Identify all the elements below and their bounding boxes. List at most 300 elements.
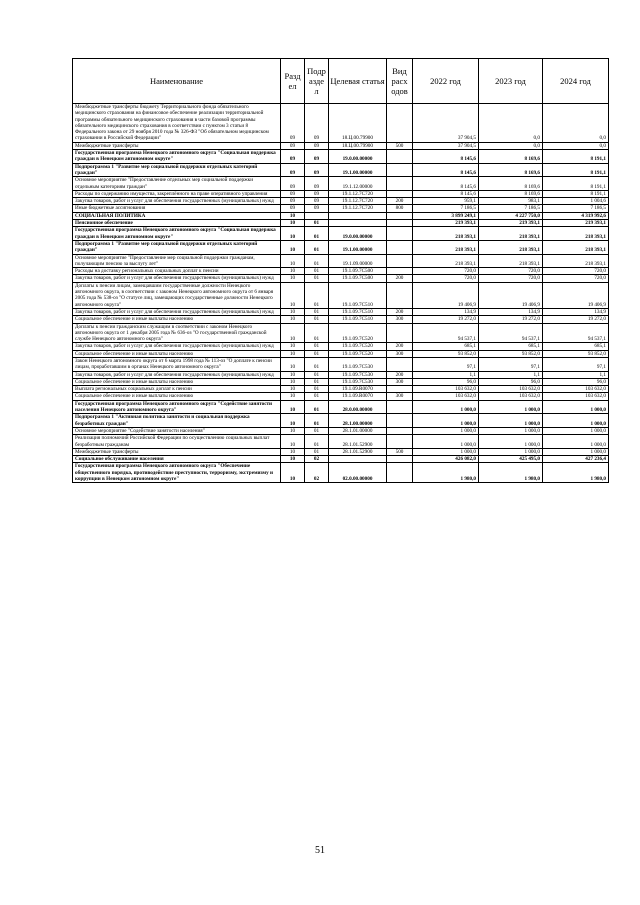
table-row — [73, 240, 609, 254]
row-razdel: 10 — [281, 212, 305, 219]
row-podrazdel: 01 — [305, 400, 329, 414]
row-2024: 1 004,6 — [543, 198, 609, 205]
row-razdel: 10 — [281, 400, 305, 414]
row-2024: 8 191,1 — [543, 177, 609, 191]
row-2024: 1 000,0 — [543, 435, 609, 449]
row-2024: 720,0 — [543, 268, 609, 275]
row-name: Основное мероприятие "Содействие занятости населения" — [73, 427, 281, 434]
row-vid: 500 — [387, 142, 413, 149]
row-vid — [387, 240, 413, 254]
row-2022: 8 145,6 — [413, 190, 479, 197]
row-2024: 219 393,1 — [543, 220, 609, 227]
row-vid: 200 — [387, 371, 413, 378]
row-2023: 685,1 — [479, 343, 543, 350]
table-row — [73, 435, 609, 449]
table-row — [73, 378, 609, 385]
row-vid — [387, 150, 413, 164]
row-2022: 218 393,1 — [413, 240, 479, 254]
row-2022: 720,0 — [413, 268, 479, 275]
header-2023: 2023 год — [479, 59, 543, 104]
row-2022: 1 980,0 — [413, 463, 479, 483]
row-target: 28.1.01.52900 — [329, 435, 387, 449]
row-razdel: 10 — [281, 456, 305, 463]
row-name: Государственная программа Ненецкого автономного округа "Обеспечение общественного порядка, противодействие преступности, терроризму, экстремизму и коррупции в Ненецком автономном округе" — [73, 463, 281, 483]
table-row — [73, 386, 609, 393]
row-vid: 200 — [387, 308, 413, 315]
row-razdel: 10 — [281, 240, 305, 254]
budget-table-sheet — [72, 58, 608, 483]
row-2022: 1,1 — [413, 371, 479, 378]
row-podrazdel: 01 — [305, 240, 329, 254]
row-razdel: 09 — [281, 190, 305, 197]
row-2022: 218 393,1 — [413, 227, 479, 241]
row-target: 28.1.00.00000 — [329, 414, 387, 428]
row-2023: 0,0 — [479, 104, 543, 143]
row-2023: 93 852,0 — [479, 350, 543, 357]
row-podrazdel: 01 — [305, 414, 329, 428]
row-target: 19.1.09.7C520 — [329, 350, 387, 357]
table-row — [73, 427, 609, 434]
row-2024: 8 191,1 — [543, 150, 609, 164]
row-name: Межбюджетные трансферты — [73, 448, 281, 455]
row-vid: 800 — [387, 205, 413, 212]
row-razdel: 10 — [281, 227, 305, 241]
table-header-row — [73, 59, 609, 104]
row-vid — [387, 163, 413, 177]
row-target: 19.0.00.00000 — [329, 150, 387, 164]
row-name: Расходы на доставку региональных социальных доплат к пенсии — [73, 268, 281, 275]
row-razdel: 10 — [281, 435, 305, 449]
row-podrazdel: 02 — [305, 463, 329, 483]
row-target: 28.1.01.00000 — [329, 427, 387, 434]
row-2024: 96,0 — [543, 378, 609, 385]
row-target: 19.1.09.7C520 — [329, 323, 387, 343]
row-2023: 983,1 — [479, 198, 543, 205]
header-2022: 2022 год — [413, 59, 479, 104]
row-2023: 1 000,0 — [479, 414, 543, 428]
row-2022: 96,0 — [413, 378, 479, 385]
row-target: 19.1.00.00000 — [329, 240, 387, 254]
row-target: 19.0.00.00000 — [329, 227, 387, 241]
row-podrazdel: 01 — [305, 275, 329, 282]
row-name: Закупка товаров, работ и услуг для обеспечения государственных (муниципальных) нужд — [73, 198, 281, 205]
table-row — [73, 142, 609, 149]
table-row — [73, 104, 609, 143]
row-2022: 219 393,1 — [413, 220, 479, 227]
row-podrazdel: 01 — [305, 357, 329, 371]
row-name: Социальное обеспечение и иные выплаты населению — [73, 316, 281, 323]
row-vid — [387, 190, 413, 197]
row-razdel: 09 — [281, 177, 305, 191]
row-name: Закупка товаров, работ и услуг для обеспечения государственных (муниципальных) нужд — [73, 275, 281, 282]
row-target: 28.1.01.52900 — [329, 448, 387, 455]
row-name: Иные бюджетные ассигнования — [73, 205, 281, 212]
row-2023: 0,0 — [479, 142, 543, 149]
row-2022: 3 899 249,1 — [413, 212, 479, 219]
row-2022: 1 000,0 — [413, 414, 479, 428]
row-2023: 96,0 — [479, 378, 543, 385]
table-row — [73, 177, 609, 191]
row-2022: 426 082,0 — [413, 456, 479, 463]
row-name: Основное мероприятие "Предоставление отдельных мер социальной поддержки отдельным категориям граждан" — [73, 177, 281, 191]
row-2023: 218 393,1 — [479, 254, 543, 268]
row-2023: 94 537,1 — [479, 323, 543, 343]
row-2022: 103 632,0 — [413, 386, 479, 393]
row-vid — [387, 323, 413, 343]
row-vid — [387, 254, 413, 268]
table-row — [73, 268, 609, 275]
row-2022: 19 272,0 — [413, 316, 479, 323]
row-razdel: 10 — [281, 254, 305, 268]
row-2022: 218 393,1 — [413, 254, 479, 268]
row-podrazdel: 09 — [305, 104, 329, 143]
row-2024: 720,0 — [543, 275, 609, 282]
row-2023: 8 169,6 — [479, 190, 543, 197]
row-target: 19.1.09.7C510 — [329, 282, 387, 308]
header-name: Наименование — [73, 59, 281, 104]
row-target: 18.Ц.00.79900 — [329, 104, 387, 143]
row-podrazdel: 01 — [305, 386, 329, 393]
row-razdel: 10 — [281, 393, 305, 400]
row-razdel: 10 — [281, 357, 305, 371]
row-2024: 1,1 — [543, 371, 609, 378]
row-vid: 300 — [387, 316, 413, 323]
row-2024: 134,9 — [543, 308, 609, 315]
row-target: 19.1.09.7C500 — [329, 275, 387, 282]
row-podrazdel: 01 — [305, 316, 329, 323]
row-2023: 1 980,0 — [479, 463, 543, 483]
row-2024: 1 000,0 — [543, 448, 609, 455]
row-target: 19.1.09.7C530 — [329, 371, 387, 378]
row-vid — [387, 282, 413, 308]
row-razdel: 10 — [281, 386, 305, 393]
row-name: Межбюджетные трансферты бюджету Территориального фонда обязательного медицинского страхования на финансовое обеспечение реализации территориальной программы обязательного медицинского страхования в части базовой программы обязательного медицинского страхования в соответствии с пунктом 3 статьи 8 Федерального закона от 29 ноября 2010 года № 326-ФЗ "Об обязательном медицинском страховании в Российской Федерации" — [73, 104, 281, 143]
row-2024: 218 393,1 — [543, 227, 609, 241]
row-name: Реализация полномочий Российской Федерации по осуществлению социальных выплат безработным гражданам — [73, 435, 281, 449]
row-2022: 94 537,1 — [413, 323, 479, 343]
row-target — [329, 212, 387, 219]
row-2024: 1 000,0 — [543, 427, 609, 434]
row-name: Закон Ненецкого автономного округа от 6 марта 1998 года № 113-оз "О доплате к пенсии лицам, проработавшим в органах Ненецкого автономного округа" — [73, 357, 281, 371]
row-podrazdel: 01 — [305, 254, 329, 268]
row-name: Закупка товаров, работ и услуг для обеспечения государственных (муниципальных) нужд — [73, 308, 281, 315]
row-podrazdel: 01 — [305, 268, 329, 275]
row-vid — [387, 456, 413, 463]
row-target: 02.0.00.00000 — [329, 463, 387, 483]
row-2022: 37 904,5 — [413, 104, 479, 143]
row-vid: 300 — [387, 393, 413, 400]
row-2024: 1 000,0 — [543, 400, 609, 414]
row-razdel: 10 — [281, 268, 305, 275]
row-2022: 134,9 — [413, 308, 479, 315]
row-razdel: 09 — [281, 198, 305, 205]
row-vid — [387, 386, 413, 393]
row-2024: 4 319 992,6 — [543, 212, 609, 219]
row-2023: 1 000,0 — [479, 427, 543, 434]
row-vid — [387, 435, 413, 449]
row-2024: 97,1 — [543, 357, 609, 371]
row-podrazdel: 09 — [305, 198, 329, 205]
row-target: 19.1.12.7C720 — [329, 205, 387, 212]
row-2024: 19 406,9 — [543, 282, 609, 308]
table-row — [73, 275, 609, 282]
row-razdel: 10 — [281, 343, 305, 350]
row-vid — [387, 227, 413, 241]
header-target: Целевая статья — [329, 59, 387, 104]
row-name: Доплаты к пенсии гражданским служащим в соответствии с законом Ненецкого автономного округа от 1 декабря 2005 года № 636-оз "О государственной гражданской службе Ненецкого автономного округа" — [73, 323, 281, 343]
table-row — [73, 205, 609, 212]
table-row — [73, 456, 609, 463]
row-podrazdel: 01 — [305, 427, 329, 434]
row-razdel: 10 — [281, 350, 305, 357]
table-row — [73, 393, 609, 400]
row-vid: 200 — [387, 343, 413, 350]
row-target: 19.1.09.R0070 — [329, 393, 387, 400]
row-2024: 1 000,0 — [543, 414, 609, 428]
row-2022: 37 904,5 — [413, 142, 479, 149]
table-row — [73, 163, 609, 177]
row-podrazdel: 09 — [305, 150, 329, 164]
row-2022: 8 145,6 — [413, 150, 479, 164]
row-razdel: 09 — [281, 142, 305, 149]
row-podrazdel: 09 — [305, 205, 329, 212]
row-razdel: 10 — [281, 378, 305, 385]
row-vid: 300 — [387, 378, 413, 385]
row-2023: 218 393,1 — [479, 227, 543, 241]
row-target: 19.1.09.7C510 — [329, 316, 387, 323]
row-2023: 720,0 — [479, 275, 543, 282]
row-podrazdel: 09 — [305, 163, 329, 177]
row-razdel: 10 — [281, 308, 305, 315]
row-2022: 1 000,0 — [413, 448, 479, 455]
row-razdel: 10 — [281, 323, 305, 343]
row-target: 19.1.09.7C530 — [329, 378, 387, 385]
row-2024: 7 186,5 — [543, 205, 609, 212]
row-2022: 8 145,6 — [413, 163, 479, 177]
row-2022: 19 406,9 — [413, 282, 479, 308]
row-vid — [387, 357, 413, 371]
row-podrazdel — [305, 212, 329, 219]
row-2023: 7 186,5 — [479, 205, 543, 212]
row-2023: 19 406,9 — [479, 282, 543, 308]
row-2023: 103 632,0 — [479, 386, 543, 393]
row-vid — [387, 220, 413, 227]
row-2023: 1,1 — [479, 371, 543, 378]
row-2024: 93 852,0 — [543, 350, 609, 357]
row-2024: 218 393,1 — [543, 254, 609, 268]
row-vid — [387, 414, 413, 428]
row-2024: 19 272,0 — [543, 316, 609, 323]
table-row — [73, 357, 609, 371]
row-2022: 720,0 — [413, 275, 479, 282]
row-razdel: 09 — [281, 150, 305, 164]
row-2024: 103 632,0 — [543, 393, 609, 400]
row-razdel: 10 — [281, 371, 305, 378]
row-vid — [387, 268, 413, 275]
row-name: Подпрограмма 1 "Развитие мер социальной поддержки отдельных категорий граждан" — [73, 163, 281, 177]
row-2023: 8 169,6 — [479, 163, 543, 177]
row-vid: 500 — [387, 448, 413, 455]
row-target: 19.1.12.7C720 — [329, 190, 387, 197]
row-2023: 425 495,0 — [479, 456, 543, 463]
row-name: Социальное обеспечение и иные выплаты населению — [73, 393, 281, 400]
row-razdel: 09 — [281, 163, 305, 177]
row-target: 18.Ц.00.79900 — [329, 142, 387, 149]
table-row — [73, 198, 609, 205]
row-2022: 103 632,0 — [413, 393, 479, 400]
row-vid — [387, 212, 413, 219]
row-razdel: 10 — [281, 414, 305, 428]
row-podrazdel: 01 — [305, 350, 329, 357]
row-name: Подпрограмма 1 "Развитие мер социальной поддержки отдельных категорий граждан" — [73, 240, 281, 254]
row-razdel: 09 — [281, 104, 305, 143]
row-target: 19.1.09.00000 — [329, 254, 387, 268]
row-target: 28.0.00.00000 — [329, 400, 387, 414]
row-2022: 8 145,6 — [413, 177, 479, 191]
row-name: СОЦИАЛЬНАЯ ПОЛИТИКА — [73, 212, 281, 219]
row-2023: 97,1 — [479, 357, 543, 371]
row-2023: 103 632,0 — [479, 393, 543, 400]
row-podrazdel: 01 — [305, 378, 329, 385]
row-2022: 97,1 — [413, 357, 479, 371]
row-name: Закупка товаров, работ и услуг для обеспечения государственных (муниципальных) нужд — [73, 371, 281, 378]
table-row — [73, 308, 609, 315]
row-name: Социальное обеспечение и иные выплаты населению — [73, 350, 281, 357]
table-row — [73, 463, 609, 483]
row-podrazdel: 01 — [305, 227, 329, 241]
row-2024: 8 191,1 — [543, 190, 609, 197]
row-2022: 1 000,0 — [413, 400, 479, 414]
row-2023: 19 272,0 — [479, 316, 543, 323]
table-row — [73, 350, 609, 357]
table-row — [73, 220, 609, 227]
header-podrazdel: Подр азде л — [305, 59, 329, 104]
row-vid: 200 — [387, 198, 413, 205]
row-name: Пенсионное обеспечение — [73, 220, 281, 227]
header-razdel: Разд ел — [281, 59, 305, 104]
row-2022: 959,1 — [413, 198, 479, 205]
row-2022: 93 852,0 — [413, 350, 479, 357]
row-target: 19.1.09.7C520 — [329, 343, 387, 350]
table-row — [73, 448, 609, 455]
row-name: Выплата региональных социальных доплат к пенсии — [73, 386, 281, 393]
row-podrazdel: 01 — [305, 435, 329, 449]
row-name: Государственная программа Ненецкого автономного округа "Социальная поддержка граждан в Ненецком автономном округе" — [73, 150, 281, 164]
row-2023: 8 169,6 — [479, 150, 543, 164]
header-vid: Вид расх одов — [387, 59, 413, 104]
row-2023: 8 169,6 — [479, 177, 543, 191]
table-row — [73, 414, 609, 428]
row-2022: 1 000,0 — [413, 427, 479, 434]
row-2024: 0,0 — [543, 142, 609, 149]
row-name: Социальное обслуживание населения — [73, 456, 281, 463]
row-2023: 1 000,0 — [479, 400, 543, 414]
row-podrazdel: 01 — [305, 308, 329, 315]
row-target — [329, 456, 387, 463]
row-razdel: 09 — [281, 205, 305, 212]
row-razdel: 10 — [281, 463, 305, 483]
row-name: Межбюджетные трансферты — [73, 142, 281, 149]
row-podrazdel: 01 — [305, 371, 329, 378]
table-row — [73, 371, 609, 378]
table-body — [73, 104, 609, 483]
row-2024: 8 191,1 — [543, 163, 609, 177]
row-2024: 1 980,0 — [543, 463, 609, 483]
table-row — [73, 343, 609, 350]
table-row — [73, 227, 609, 241]
row-razdel: 10 — [281, 282, 305, 308]
row-podrazdel: 01 — [305, 343, 329, 350]
row-2022: 7 186,5 — [413, 205, 479, 212]
row-razdel: 10 — [281, 427, 305, 434]
row-name: Подпрограмма 1 "Активная политика занятости и социальная поддержка безработных граждан" — [73, 414, 281, 428]
row-podrazdel: 01 — [305, 220, 329, 227]
row-razdel: 10 — [281, 220, 305, 227]
row-2023: 720,0 — [479, 268, 543, 275]
row-2023: 134,9 — [479, 308, 543, 315]
row-2023: 1 000,0 — [479, 435, 543, 449]
row-razdel: 10 — [281, 316, 305, 323]
table-row — [73, 316, 609, 323]
row-razdel: 10 — [281, 275, 305, 282]
row-target: 19.1.12.00000 — [329, 177, 387, 191]
table-row — [73, 400, 609, 414]
row-name: Основное мероприятие "Предоставление мер социальной поддержки гражданам, получающим пенсию за выслугу лет" — [73, 254, 281, 268]
row-2023: 1 000,0 — [479, 448, 543, 455]
row-target: 19.1.12.7C720 — [329, 198, 387, 205]
row-razdel: 10 — [281, 448, 305, 455]
row-2022: 685,1 — [413, 343, 479, 350]
row-target — [329, 220, 387, 227]
row-2022: 1 000,0 — [413, 435, 479, 449]
row-vid — [387, 104, 413, 143]
row-name: Социальное обеспечение и иные выплаты населению — [73, 378, 281, 385]
row-2024: 0,0 — [543, 104, 609, 143]
table-row — [73, 282, 609, 308]
row-vid — [387, 427, 413, 434]
row-name: Государственная программа Ненецкого автономного округа "Социальная поддержка граждан в Ненецком автономном округе" — [73, 227, 281, 241]
table-row — [73, 212, 609, 219]
row-name: Доплаты к пенсии лицам, замещавшим государственные должности Ненецкого автономного округа, в соответствии с законом Ненецкого автономного округа от 6 января 2005 года № 538-оз "О статусе лиц, замещающих государственные должности Ненецкого автономного округа" — [73, 282, 281, 308]
row-vid — [387, 400, 413, 414]
row-2024: 103 632,0 — [543, 386, 609, 393]
row-podrazdel: 09 — [305, 177, 329, 191]
row-2024: 685,1 — [543, 343, 609, 350]
row-podrazdel: 09 — [305, 190, 329, 197]
row-vid — [387, 177, 413, 191]
row-name: Закупка товаров, работ и услуг для обеспечения государственных (муниципальных) нужд — [73, 343, 281, 350]
row-target: 19.1.00.00000 — [329, 163, 387, 177]
row-podrazdel: 01 — [305, 282, 329, 308]
row-podrazdel: 02 — [305, 456, 329, 463]
row-target: 19.1.09.7C530 — [329, 357, 387, 371]
row-podrazdel: 01 — [305, 393, 329, 400]
row-podrazdel: 01 — [305, 448, 329, 455]
table-row — [73, 254, 609, 268]
row-2024: 94 537,1 — [543, 323, 609, 343]
table-row — [73, 150, 609, 164]
table-row — [73, 323, 609, 343]
row-2024: 218 393,1 — [543, 240, 609, 254]
row-2023: 218 393,1 — [479, 240, 543, 254]
row-2023: 4 227 750,0 — [479, 212, 543, 219]
row-target: 19.1.09.7C500 — [329, 268, 387, 275]
row-target: 19.1.09.R0070 — [329, 386, 387, 393]
row-name: Государственная программа Ненецкого автономного округа "Содействие занятости населения Ненецкого автономного округа" — [73, 400, 281, 414]
row-name: Расходы по содержанию имущества, закреплённого на праве оперативного управления — [73, 190, 281, 197]
table-row — [73, 190, 609, 197]
page-number: 51 — [315, 845, 325, 856]
